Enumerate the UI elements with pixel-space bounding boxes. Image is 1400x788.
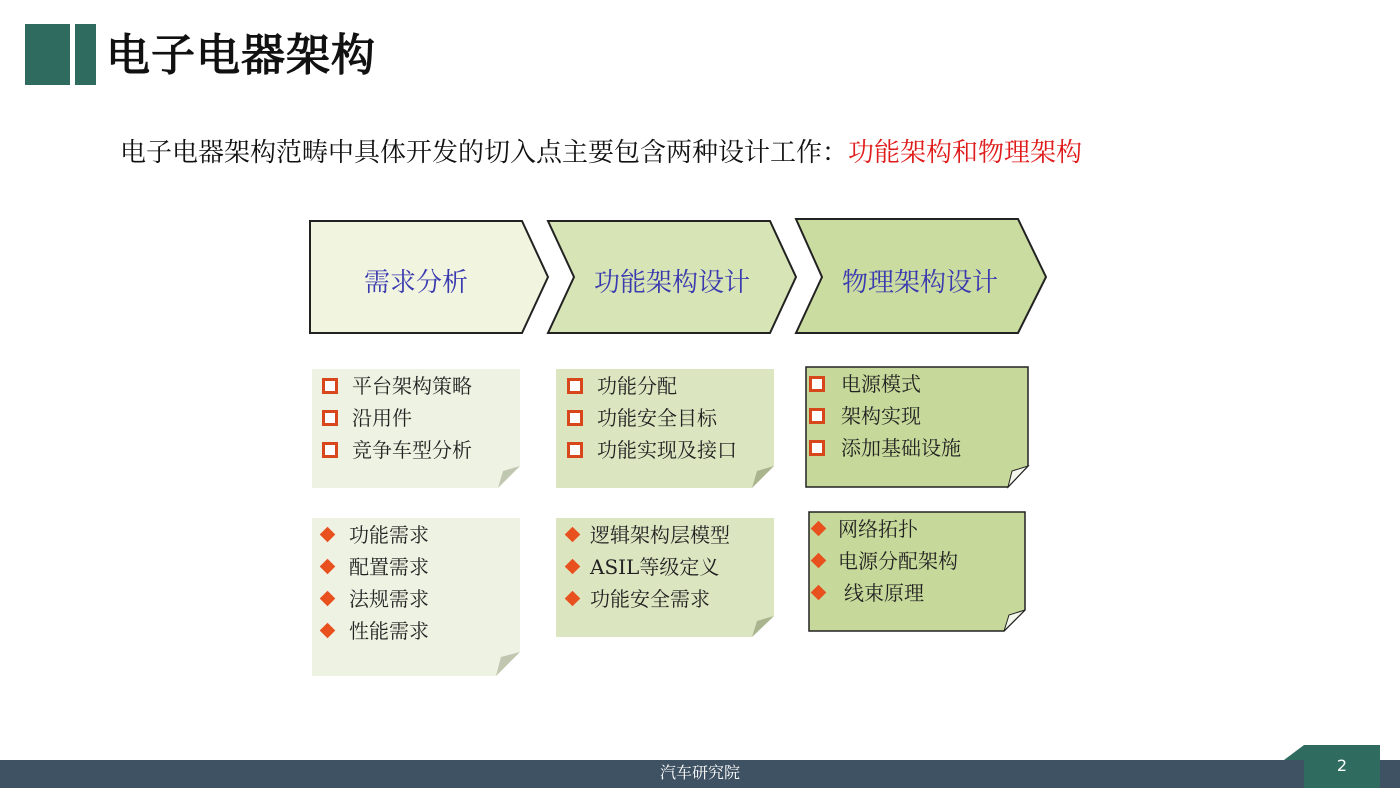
intro-prefix: 电子电器架构范畴中具体开发的切入点主要包含两种设计工作： [120, 138, 849, 168]
square-bullet-icon [809, 376, 825, 392]
square-bullet-icon [322, 378, 338, 394]
list-item: 线束原理 [813, 579, 924, 607]
list-item: 法规需求 [322, 585, 429, 613]
list-item: 逻辑架构层模型 [567, 521, 730, 549]
diamond-bullet-icon [565, 591, 581, 607]
card-bottom-3 [813, 515, 1018, 625]
list-item: 性能需求 [322, 617, 429, 645]
page-title: 电子电器架构 [106, 30, 376, 81]
diamond-bullet-icon [320, 559, 336, 575]
list-item: 竞争车型分析 [322, 436, 472, 464]
list-item: 添加基础设施 [809, 434, 961, 462]
list-item: 功能安全需求 [567, 585, 710, 613]
list-item: 功能分配 [567, 372, 677, 400]
card-bottom-2 [567, 521, 772, 631]
list-item: 功能实现及接口 [567, 436, 737, 464]
card-bottom-1 [322, 521, 512, 661]
list-item: 电源模式 [809, 370, 921, 398]
list-item: 沿用件 [322, 404, 412, 432]
page-number-tab-corner [1284, 745, 1304, 760]
list-item: 架构实现 [809, 402, 921, 430]
diamond-bullet-icon [320, 591, 336, 607]
square-bullet-icon [567, 378, 583, 394]
diamond-bullet-icon [811, 553, 827, 569]
square-bullet-icon [322, 442, 338, 458]
card-top-2 [567, 372, 767, 482]
diamond-bullet-icon [811, 521, 827, 537]
intro-highlight: 功能架构和物理架构 [848, 138, 1083, 168]
card-top-3 [809, 370, 1019, 480]
diamond-bullet-icon [811, 585, 827, 601]
list-item: ASIL等级定义 [567, 553, 719, 581]
list-item: 配置需求 [322, 553, 429, 581]
stage-label-functional: 功能架构设计 [593, 268, 750, 298]
list-item: 功能安全目标 [567, 404, 717, 432]
list-item: 功能需求 [322, 521, 429, 549]
square-bullet-icon [809, 440, 825, 456]
diamond-bullet-icon [565, 527, 581, 543]
diamond-bullet-icon [320, 527, 336, 543]
square-bullet-icon [809, 408, 825, 424]
footer-text: 汽车研究院 [659, 763, 740, 782]
diamond-bullet-icon [320, 623, 336, 639]
square-bullet-icon [567, 442, 583, 458]
stage-label-requirements: 需求分析 [363, 268, 468, 298]
stage-label-physical: 物理架构设计 [841, 268, 998, 298]
square-bullet-icon [567, 410, 583, 426]
page-number: 2 [1336, 756, 1348, 775]
list-item: 电源分配架构 [813, 547, 958, 575]
list-item: 平台架构策略 [322, 372, 472, 400]
list-item: 网络拓扑 [813, 515, 918, 543]
card-top-1 [322, 372, 512, 482]
diamond-bullet-icon [565, 559, 581, 575]
square-bullet-icon [322, 410, 338, 426]
